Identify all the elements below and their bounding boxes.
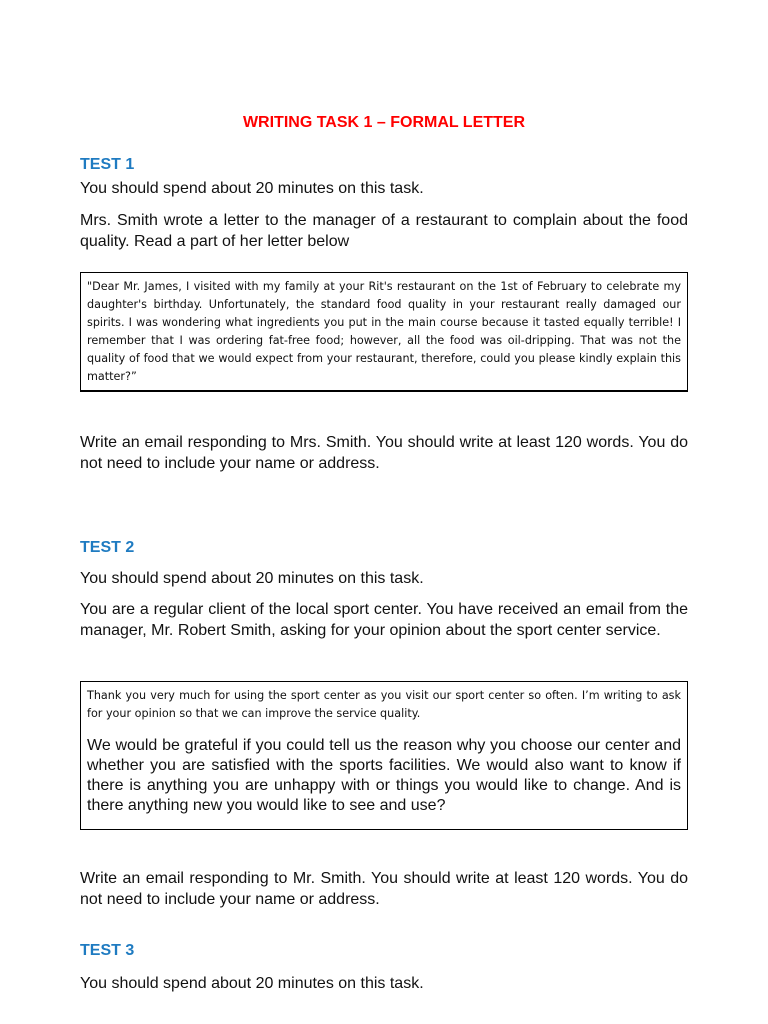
test-2-letter-part2: We would be grateful if you could tell us the reason why you choose our center and whether you are satisfied with the sports facilities. We would also want to know if there is anything you are unhappy with or things you would like to change. And is there anything new you would like to see and use?	[87, 737, 681, 814]
test-1-letter-text: "Dear Mr. James, I visited with my family at your Rit's restaurant on the 1st of February to celebrate my daughter's birthday. Unfortunately, the standard food quality in your restaurant really damaged our spirits. I was wondering what ingredients you put in the main course because it tasted equally terrible! I remember that I was ordering fat-free food; however, all the food was oil-dripping. That was not the quality of food that we would expect from your restaurant, therefore, could you please kindly explain this matter?”	[87, 280, 681, 383]
test-1-letter-box	[80, 272, 688, 392]
test-2-instruction: Write an email responding to Mr. Smith. You should write at least 120 words. You do not need to include your name or address.	[80, 870, 688, 908]
test-1-time-note: You should spend about 20 minutes on this task.	[80, 180, 424, 197]
test-1-instruction: Write an email responding to Mrs. Smith. You should write at least 120 words. You do not need to include your name or address.	[80, 434, 688, 472]
test-2-time-note: You should spend about 20 minutes on this task.	[80, 570, 424, 587]
test-2-intro: You are a regular client of the local sport center. You have received an email from the manager, Mr. Robert Smith, asking for your opinion about the sport center service.	[80, 601, 688, 639]
test-2-letter-part1: Thank you very much for using the sport center as you visit our sport center so often. I’m writing to ask for your opinion so that we can improve the service quality.	[87, 689, 681, 720]
test-1-intro: Mrs. Smith wrote a letter to the manager of a restaurant to complain about the food quality. Read a part of her letter below	[80, 212, 688, 250]
test-3-time-note: You should spend about 20 minutes on this task.	[80, 975, 424, 992]
test-2-letter-box	[80, 681, 688, 830]
test-1-heading: TEST 1	[80, 156, 135, 173]
document-title: WRITING TASK 1 – FORMAL LETTER	[242, 114, 526, 131]
test-2-heading: TEST 2	[80, 539, 135, 556]
test-3-heading: TEST 3	[80, 942, 135, 959]
